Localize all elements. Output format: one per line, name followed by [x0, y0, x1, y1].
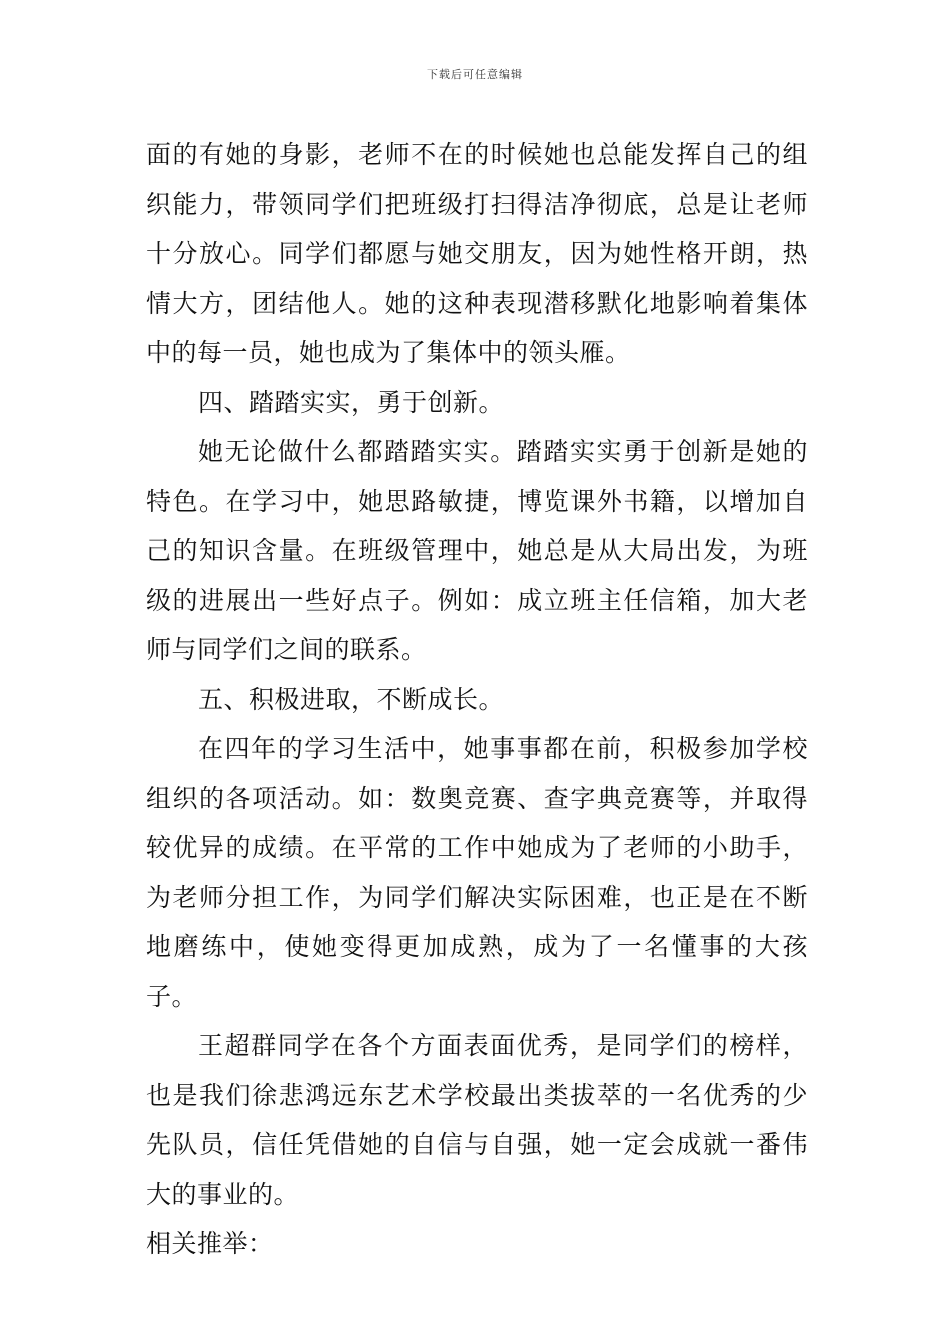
paragraph-section-five: 在四年的学习生活中，她事事都在前，积极参加学校组织的各项活动。如：数奥竞赛、查字典竞赛等，并取得较优异的成绩。在平常的工作中她成为了老师的小助手，为老师分担工作，为同学们解决实际困难，也正是在不断地磨练中，使她变得更加成熟，成为了一名懂事的大孩子。: [146, 734, 808, 1011]
section-heading-four: 四、踏踏实实，勇于创新。: [198, 387, 505, 417]
page-header-note: 下载后可任意编辑: [427, 68, 523, 81]
related-recommendations-label: 相关推举：: [146, 1229, 274, 1258]
paragraph-conclusion: 王超群同学在各个方面表面优秀，是同学们的榜样，也是我们徐悲鸿远东艺术学校最出类拔萃的一名优秀的少先队员，信任凭借她的自信与自强，她一定会成就一番伟大的事业的。: [146, 1031, 808, 1209]
document-body: [146, 130, 808, 1269]
paragraph-continuation: 面的有她的身影，老师不在的时候她也总能发挥自己的组织能力，带领同学们把班级打扫得洁净彻底，总是让老师十分放心。同学们都愿与她交朋友，因为她性格开朗，热情大方，团结他人。她的这种表现潜移默化地影响着集体中的每一员，她也成为了集体中的领头雁。: [146, 140, 808, 367]
paragraph-section-four: 她无论做什么都踏踏实实。踏踏实实勇于创新是她的特色。在学习中，她思路敏捷，博览课外书籍，以增加自己的知识含量。在班级管理中，她总是从大局出发，为班级的进展出一些好点子。例如：成立班主任信箱，加大老师与同学们之间的联系。: [146, 437, 808, 664]
section-heading-five: 五、积极进取，不断成长。: [198, 684, 505, 714]
